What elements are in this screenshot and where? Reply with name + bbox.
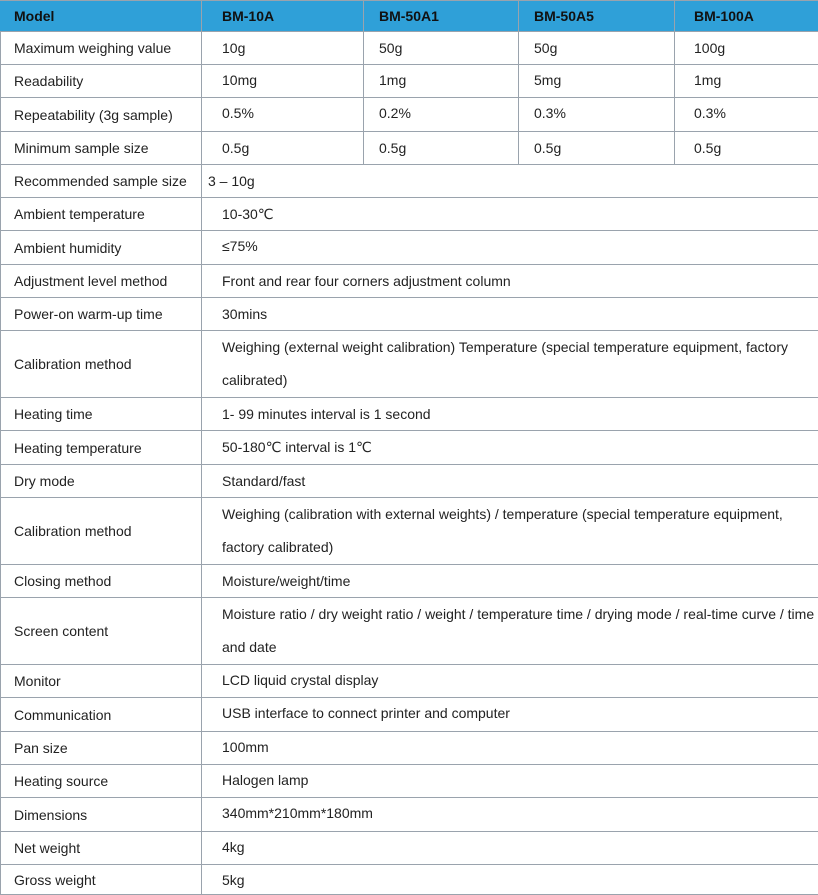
row-label: Minimum sample size [1, 132, 202, 165]
cell-value: Standard/fast [202, 465, 818, 498]
table-row [1, 565, 818, 598]
cell-value: Weighing (calibration with external weights) / temperature (special temperature equipment, factory calibrated) [202, 498, 818, 565]
table-row [1, 431, 818, 465]
cell-value: Halogen lamp [202, 765, 818, 798]
table-row [1, 65, 818, 98]
table-row [1, 198, 818, 231]
cell-value: Moisture/weight/time [202, 565, 818, 598]
row-label: Calibration method [1, 498, 202, 565]
header-row [1, 1, 818, 32]
model-bm-50a5: BM-50A5 [519, 1, 675, 32]
table-row [1, 665, 818, 698]
row-label: Gross weight [1, 865, 202, 895]
table-row [1, 132, 818, 165]
cell-value: 100mm [202, 732, 818, 765]
cell-value: 1mg [675, 65, 818, 98]
row-label: Pan size [1, 732, 202, 765]
cell-value: USB interface to connect printer and computer [202, 698, 818, 732]
cell-value: 4kg [202, 832, 818, 865]
row-label: Recommended sample size [1, 165, 202, 198]
table-row [1, 798, 818, 832]
cell-value: 0.5g [519, 132, 675, 165]
table-row [1, 698, 818, 732]
table-row [1, 598, 818, 665]
table-row [1, 231, 818, 265]
cell-value: 50g [519, 32, 675, 65]
table-row [1, 398, 818, 431]
cell-value: LCD liquid crystal display [202, 665, 818, 698]
model-bm-10a: BM-10A [202, 1, 364, 32]
row-label: Calibration method [1, 331, 202, 398]
cell-value: 340mm*210mm*180mm [202, 798, 818, 832]
cell-value: 1mg [364, 65, 519, 98]
table-row [1, 98, 818, 132]
cell-value: 0.5g [202, 132, 364, 165]
row-label: Maximum weighing value [1, 32, 202, 65]
table-row [1, 265, 818, 298]
cell-value: 10g [202, 32, 364, 65]
cell-value: 0.3% [519, 98, 675, 132]
cell-value: 100g [675, 32, 818, 65]
cell-value: 0.5% [202, 98, 364, 132]
row-label: Net weight [1, 832, 202, 865]
cell-value: Moisture ratio / dry weight ratio / weight / temperature time / drying mode / real-time curve / time and date [202, 598, 818, 665]
model-bm-50a1: BM-50A1 [364, 1, 519, 32]
row-label: Dimensions [1, 798, 202, 832]
table-row [1, 465, 818, 498]
cell-value: Weighing (external weight calibration) Temperature (special temperature equipment, factory calibrated) [202, 331, 818, 398]
row-label: Ambient temperature [1, 198, 202, 231]
cell-value: ≤75% [202, 231, 818, 265]
row-label: Power-on warm-up time [1, 298, 202, 331]
cell-value: 50g [364, 32, 519, 65]
cell-value: 0.3% [675, 98, 818, 132]
table-row [1, 832, 818, 865]
row-label: Screen content [1, 598, 202, 665]
row-label: Repeatability (3g sample) [1, 98, 202, 132]
row-label: Readability [1, 65, 202, 98]
row-label: Communication [1, 698, 202, 732]
row-label: Adjustment level method [1, 265, 202, 298]
cell-value: 1- 99 minutes interval is 1 second [202, 398, 818, 431]
table-row [1, 165, 818, 198]
table-row [1, 331, 818, 398]
cell-value: 5kg [202, 865, 818, 895]
cell-value: Front and rear four corners adjustment column [202, 265, 818, 298]
cell-value: 3 – 10g [202, 165, 818, 198]
table-row [1, 865, 818, 895]
cell-value: 10-30℃ [202, 198, 818, 231]
row-label: Heating time [1, 398, 202, 431]
row-label: Heating source [1, 765, 202, 798]
cell-value: 0.5g [675, 132, 818, 165]
cell-value: 0.2% [364, 98, 519, 132]
row-label: Closing method [1, 565, 202, 598]
row-label: Heating temperature [1, 431, 202, 465]
row-label: Monitor [1, 665, 202, 698]
table-row [1, 298, 818, 331]
table-row [1, 732, 818, 765]
cell-value: 30mins [202, 298, 818, 331]
table-row [1, 498, 818, 565]
cell-value: 5mg [519, 65, 675, 98]
table-row [1, 765, 818, 798]
cell-value: 50-180℃ interval is 1℃ [202, 431, 818, 465]
cell-value: 10mg [202, 65, 364, 98]
model-header: Model [1, 1, 202, 32]
model-bm-100a: BM-100A [675, 1, 818, 32]
cell-value: 0.5g [364, 132, 519, 165]
table-row [1, 32, 818, 65]
row-label: Ambient humidity [1, 231, 202, 265]
row-label: Dry mode [1, 465, 202, 498]
